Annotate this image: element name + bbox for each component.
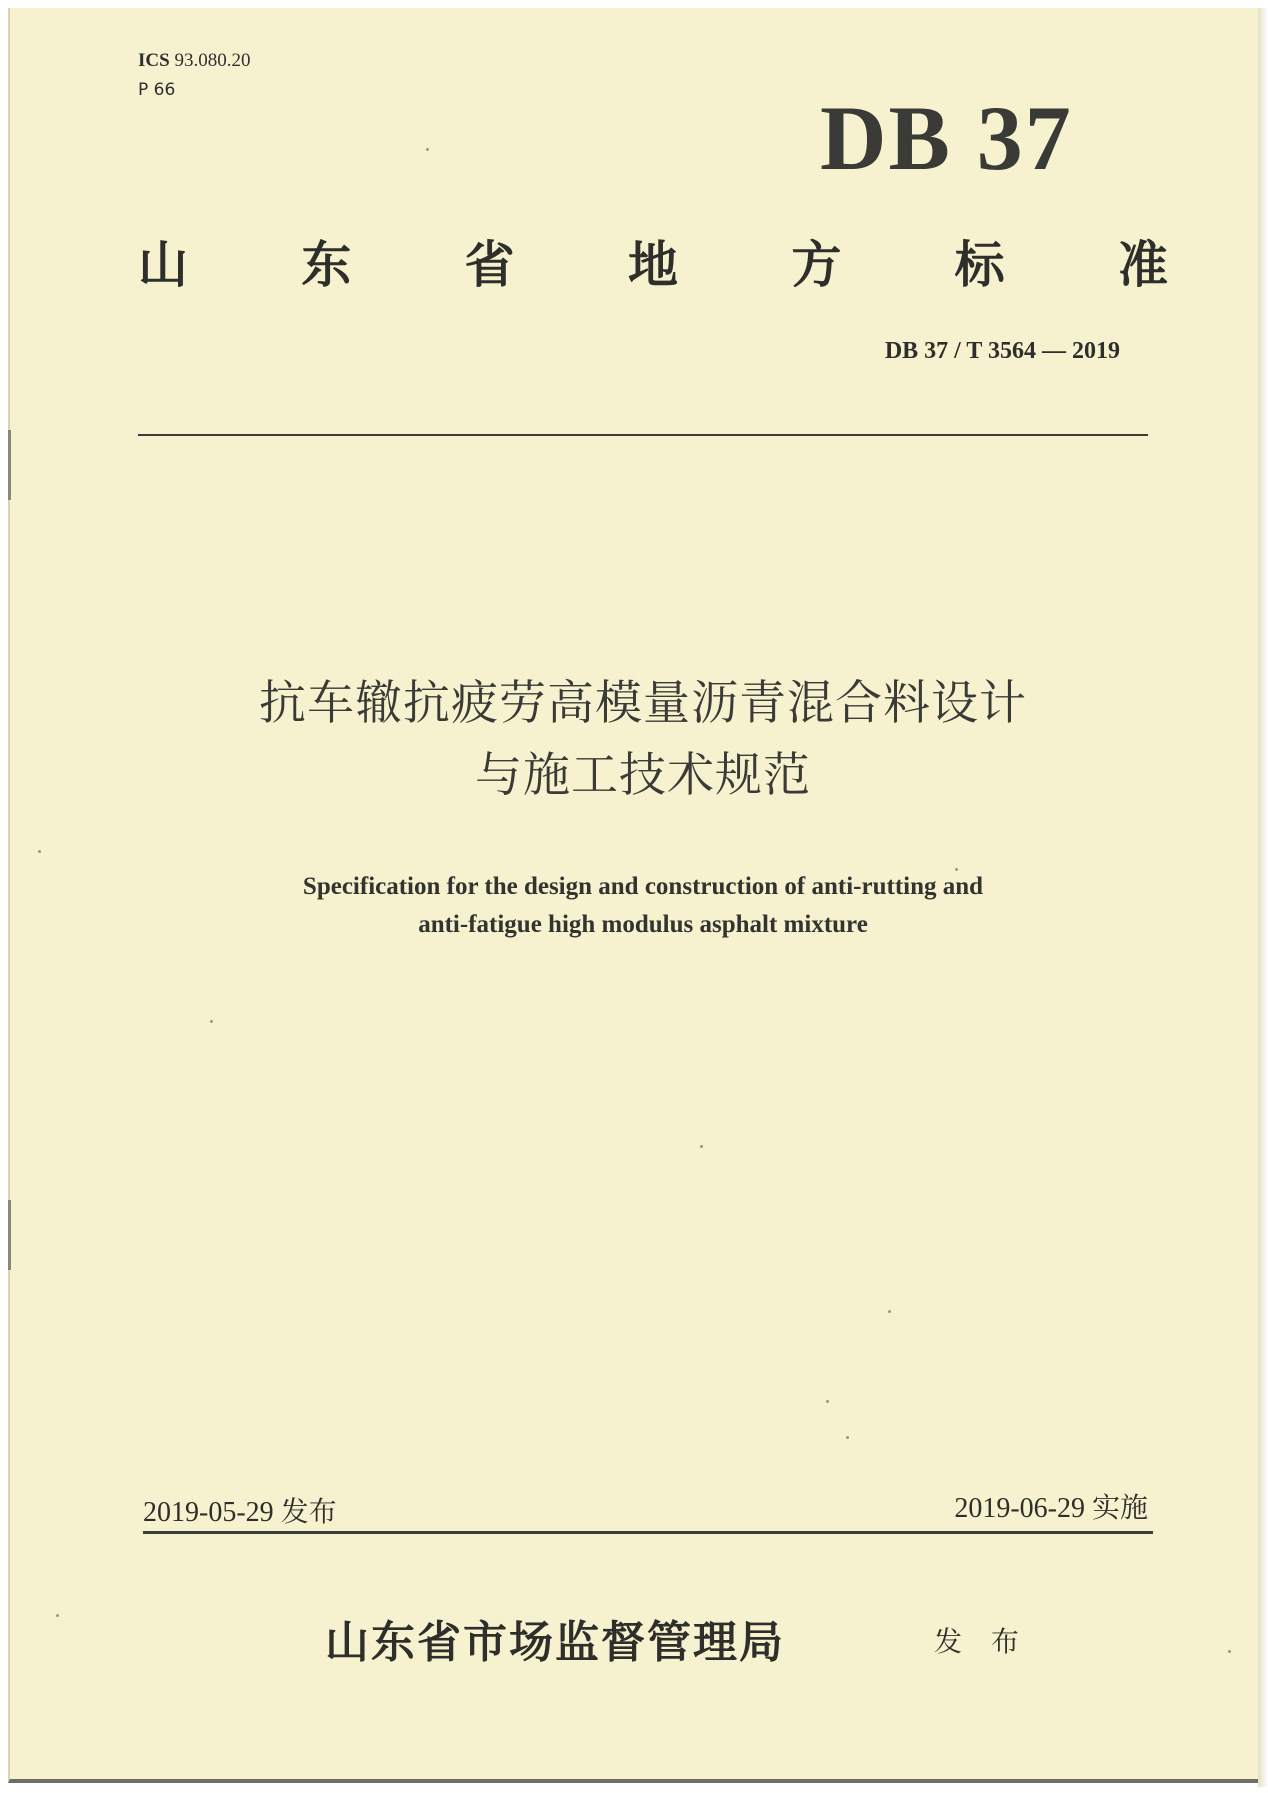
title-char: 省 [464, 237, 515, 293]
paper-speck [700, 1145, 703, 1148]
provincial-standard-title [138, 237, 1168, 293]
paper-speck [56, 1614, 59, 1617]
paper-speck [1228, 1650, 1231, 1653]
standard-number: DB 37 / T 3564 — 2019 [884, 338, 1120, 364]
page-edge-shadow [1258, 8, 1268, 1787]
issue-label: 发 布 [934, 1625, 1029, 1658]
title-char: 地 [627, 237, 678, 293]
chinese-title-line-2: 与施工技术规范 [475, 748, 811, 803]
db-logo: DB 37 [820, 87, 1073, 189]
title-char: 山 [138, 237, 188, 293]
title-char: 方 [791, 237, 842, 293]
paper-speck [426, 148, 429, 151]
paper-speck [826, 1400, 829, 1403]
chinese-title-line-1: 抗车辙抗疲劳高模量沥青混合料设计 [259, 676, 1027, 731]
paper-speck [210, 1020, 213, 1023]
title-char: 标 [954, 237, 1005, 293]
paper-speck [955, 868, 958, 871]
paper-speck [38, 850, 41, 853]
ics-number: 93.080.20 [174, 50, 251, 71]
effective-date: 2019-06-29 实施 [954, 1493, 1148, 1524]
bottom-divider [143, 1531, 1153, 1534]
english-title [138, 868, 1148, 944]
issuing-authority: 山东省市场监督管理局 [325, 1618, 785, 1667]
title-char: 东 [301, 237, 352, 293]
english-title-line-1: Specification for the design and construction of anti-rutting and [302, 873, 984, 900]
binding-mark-top [8, 430, 11, 500]
paper-speck [888, 1310, 891, 1313]
issue-date: 2019-05-29 发布 [143, 1497, 337, 1528]
top-divider [138, 434, 1148, 436]
paper-speck [846, 1436, 849, 1439]
chinese-title [138, 668, 1148, 812]
english-title-line-2: anti-fatigue high modulus asphalt mixture [418, 911, 868, 938]
binding-mark-bottom [8, 1200, 11, 1270]
ics-label: ICS [138, 50, 170, 71]
ics-code [138, 50, 250, 72]
title-char: 准 [1117, 237, 1168, 293]
classification-code: P 66 [138, 80, 176, 100]
